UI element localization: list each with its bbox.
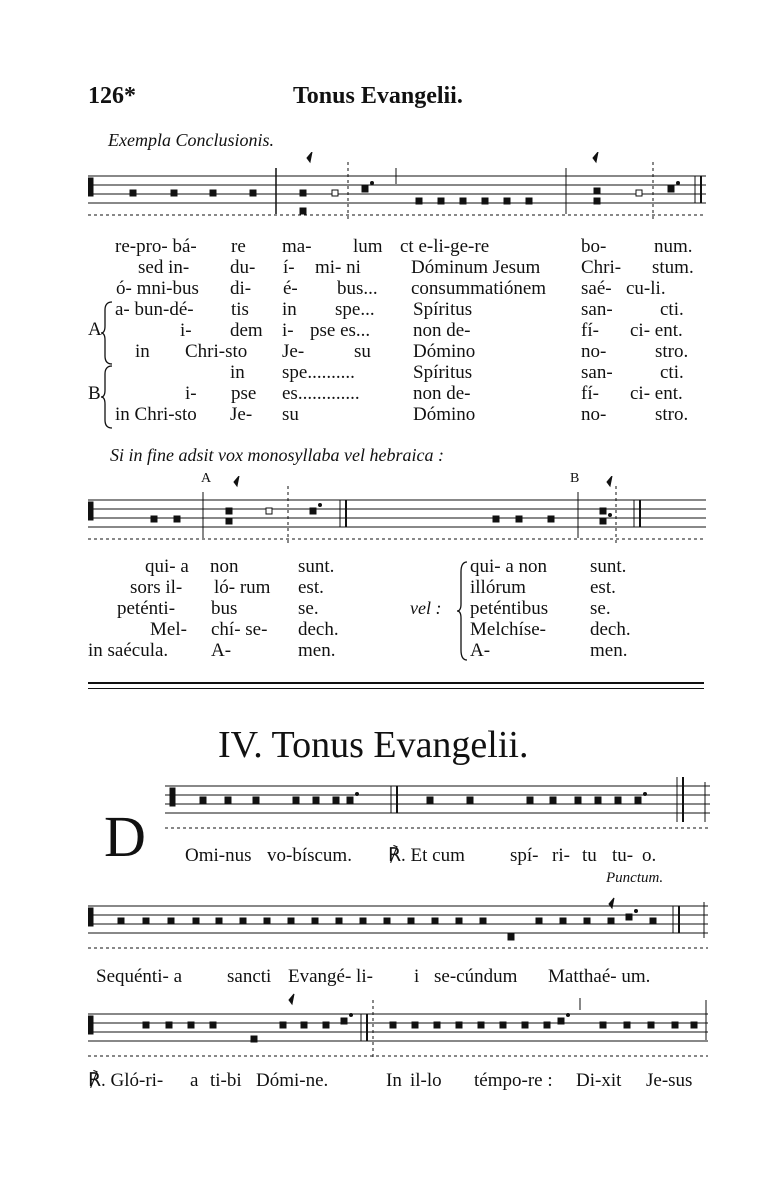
lyric: peténti- [117,598,176,619]
lyric: pse [231,383,257,404]
lyric: est. [590,577,616,598]
drop-cap: D [104,804,146,869]
lyric: o. [642,845,657,866]
lyric: A- [470,640,491,661]
lyric: es............. [282,383,360,404]
lyric: bus... [337,278,378,299]
lyric: illórum [470,577,526,598]
lyric: ri- [552,845,570,866]
lyric: saé- [581,278,612,299]
lyric: ló- rum [214,577,271,598]
lyric: in [282,299,297,320]
lyric: sancti [227,966,272,987]
lyric: no- [581,341,607,362]
music-staff-1 [88,152,708,232]
lyrics-line-2 [0,966,765,990]
lyric: cti. [660,299,684,320]
lyric: Chri- [581,257,622,278]
lyric: consummatiónem [411,278,547,299]
lyric: tu- [612,845,634,866]
page-number: 126* [88,83,136,109]
lyric: sors il- [130,577,183,598]
lyric: sed in- [138,257,190,278]
lyric: Evangé- li- [288,966,373,987]
lyric: ci- ent. [630,383,683,404]
lyric: men. [590,640,628,661]
lyric: sunt. [298,556,335,577]
lyric: in [135,341,150,362]
lyric: in saécula. [88,640,169,661]
brace-label-b: B [88,383,101,404]
lyric: dech. [298,619,339,640]
lyric: Dómino [413,341,476,362]
lyric: In [386,1070,402,1091]
lyric: se. [590,598,611,619]
lyric: i- [282,320,294,341]
lyric: est. [298,577,324,598]
lyric: é- [283,278,298,299]
lyric: Chri-sto [185,341,248,362]
lyric: Matthaé- um. [548,966,651,987]
lyric: no- [581,404,607,425]
lyric: Je- [282,341,305,362]
section-divider [88,688,704,689]
section-heading-conclusions: Exempla Conclusionis. [108,130,274,150]
lyric: fí- [581,320,599,341]
lyric: i- [185,383,197,404]
tone-title: IV. Tonus Evangelii. [218,724,529,766]
mark-b: B [570,471,580,486]
lyric: lum [353,236,383,257]
lyric: Sequénti- a [96,966,183,987]
lyric: a- bun-dé- [115,299,194,320]
lyric: Di-xit [576,1070,622,1091]
section-heading-monosyllable: Si in fine adsit vox monosyllaba vel hebraica : [110,445,444,465]
lyrics-line-1 [0,845,765,869]
lyric: mi- ni [315,257,361,278]
lyric: bo- [581,236,607,257]
lyric: tu [582,845,597,866]
music-staff-2 [88,476,708,556]
music-staff-5 [88,990,710,1070]
lyric: tis [231,299,249,320]
lyric: ℟. Et cum [388,845,465,866]
punctum-label: Punctum. [606,870,664,886]
lyric: re-pro- bá- [115,236,197,257]
lyric: se. [298,598,319,619]
lyric: men. [298,640,336,661]
lyric: ma- [282,236,312,257]
lyric: in [230,362,245,383]
brace-b-icon [100,364,114,430]
lyric: non de- [413,320,471,341]
brace-label-a: A [88,319,102,340]
music-staff-4 [88,882,710,962]
brace-a-icon [100,300,114,366]
lyric: san- [581,299,613,320]
lyric: dech. [590,619,631,640]
lyric: Dóminum Jesum [411,257,541,278]
running-title: Tonus Evangelii. [293,83,463,109]
music-staff-3 [165,772,710,842]
lyric: a [190,1070,199,1091]
lyric: cti. [660,362,684,383]
lyric: Omi-nus [185,845,252,866]
lyric: bus [211,598,238,619]
lyric: du- [230,257,256,278]
lyric: stum. [652,257,694,278]
lyric: sunt. [590,556,627,577]
lyric: dem [230,320,263,341]
lyric: chí- se- [211,619,268,640]
mark-a: A [201,471,212,486]
lyric: su [354,341,371,362]
lyric: témpo-re : [474,1070,553,1091]
lyric: Spíritus [413,362,473,383]
lyric: su [282,404,299,425]
lyric: Je- [230,404,253,425]
lyric: ℟. Gló-ri- [88,1070,164,1091]
lyric: num. [654,236,693,257]
lyrics-block-2-right [0,556,765,666]
lyric: qui- a [145,556,189,577]
lyric: ti-bi [210,1070,242,1091]
lyric: stro. [655,341,689,362]
lyric: san- [581,362,613,383]
lyric: re [231,236,246,257]
lyric: Mel- [150,619,187,640]
lyric: Dómi-ne. [256,1070,329,1091]
lyric: Dómino [413,404,476,425]
lyric: í- [283,257,295,278]
lyric: spe.......... [282,362,355,383]
lyric: i- [180,320,192,341]
lyric: non [210,556,239,577]
lyric: Spíritus [413,299,473,320]
lyric: spí- [510,845,539,866]
lyric: in Chri-sto [115,404,197,425]
lyric: i [414,966,420,987]
lyric: pse es... [310,320,371,341]
lyric: il-lo [410,1070,442,1091]
lyric: ó- mni-bus [116,278,199,299]
lyric: vo-bíscum. [267,845,352,866]
lyric: spe... [335,299,375,320]
lyrics-line-3 [0,1070,765,1094]
lyric: di- [230,278,252,299]
lyric: se-cúndum [434,966,518,987]
lyric: non de- [413,383,471,404]
lyric: Je-sus [646,1070,693,1091]
lyric: peténtibus [470,598,549,619]
lyric: fí- [581,383,599,404]
lyric: cu-li. [626,278,666,299]
lyric: ct e-li-ge-re [400,236,490,257]
lyric: A- [211,640,232,661]
vel-label: vel : [410,598,442,618]
section-divider [88,682,704,684]
lyric: stro. [655,404,689,425]
lyrics-block-1 [0,236,765,431]
lyric: qui- a non [470,556,548,577]
lyric: Melchíse- [470,619,546,640]
lyric: ci- ent. [630,320,683,341]
